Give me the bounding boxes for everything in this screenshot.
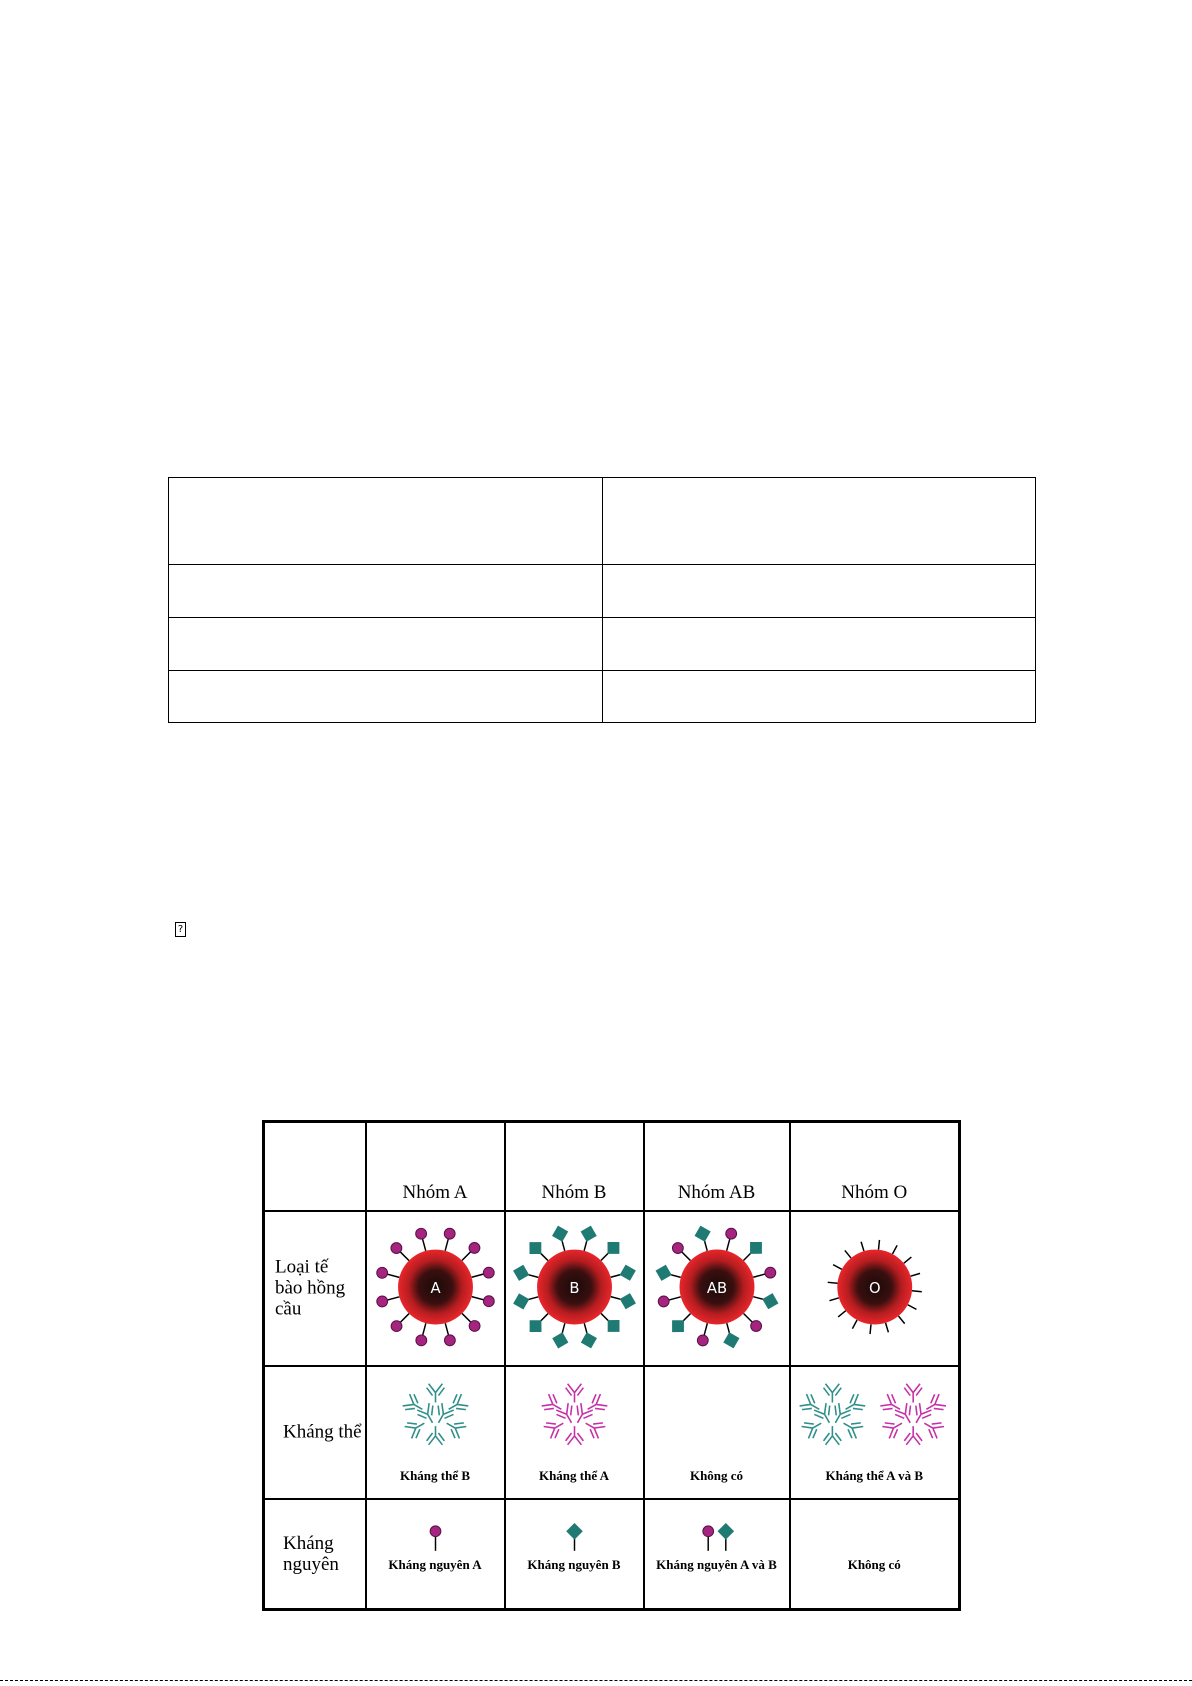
antigen-a-marker [415, 1228, 426, 1239]
row-header [264, 1499, 366, 1610]
antibody-y-icon [800, 1415, 825, 1440]
rbc-b-icon [506, 1212, 643, 1365]
antigen-b-marker [672, 1320, 684, 1332]
antigen-a-marker [390, 1242, 401, 1253]
antigen-b-marker [655, 1264, 671, 1280]
antibody-y-icon [908, 1402, 933, 1427]
column-header [366, 1122, 505, 1211]
antibody-y-icon [893, 1402, 918, 1427]
column-header-label: Nhóm B [541, 1181, 607, 1203]
antigen-cell [644, 1499, 790, 1610]
antibody-y-icon [879, 1392, 904, 1417]
antigen-b-marker [619, 1293, 635, 1309]
antibody-cell [366, 1366, 505, 1499]
empty-table [168, 477, 1036, 723]
cell-letter: B [568, 1279, 580, 1297]
antigen-stem [885, 1322, 888, 1331]
antibody-y-icon [403, 1415, 428, 1440]
antigen-b-marker [723, 1332, 739, 1348]
antigen-stem [829, 1297, 838, 1300]
antibody-y-icon [798, 1392, 823, 1417]
antibody-cell [505, 1366, 644, 1499]
antigen-a-marker [697, 1334, 708, 1345]
table-cell [602, 564, 1036, 617]
row-header [264, 1211, 366, 1366]
antigen-a-and-b-icon [645, 1500, 789, 1609]
antigen-a-marker [483, 1295, 494, 1306]
column-header-label: Nhóm O [841, 1181, 908, 1203]
antigen-b-marker [607, 1320, 619, 1332]
corner-cell [264, 1122, 366, 1211]
antibody-y-icon [415, 1402, 440, 1427]
antigen-stem [910, 1273, 919, 1276]
antibody-y-icon [921, 1392, 946, 1417]
antigen-stem [827, 1282, 837, 1283]
antibody-y-icon [569, 1402, 594, 1427]
antibody-y-icon [827, 1402, 852, 1427]
row-header-label: Loại tế bào hồng cầu [275, 1256, 346, 1320]
antibody-y-icon [430, 1402, 455, 1427]
antibody-y-icon [426, 1383, 444, 1402]
cell-letter: O [868, 1279, 881, 1297]
table-cell [169, 478, 603, 565]
antibody-y-icon [542, 1415, 567, 1440]
antigen-b-icon [506, 1500, 643, 1609]
antigen-a-marker [391, 1320, 402, 1331]
antigen-b-marker [750, 1241, 762, 1253]
table-cell [602, 618, 1036, 670]
row-header-label: Kháng thể [283, 1421, 362, 1443]
antigen-caption: Không có [847, 1556, 901, 1572]
rbc-cell [644, 1211, 790, 1366]
antigen-a-marker [672, 1242, 683, 1253]
antigen-a-marker [469, 1242, 480, 1253]
antibody-caption: Không có [689, 1467, 744, 1483]
antigen-b-marker [580, 1225, 596, 1241]
missing-glyph-icon: ? [175, 922, 186, 937]
antigen-b-marker [607, 1241, 619, 1253]
column-header [644, 1122, 790, 1211]
antibody-y-icon [565, 1426, 583, 1445]
table-cell [169, 564, 603, 617]
cell-letter: A [429, 1279, 441, 1297]
column-header-label: Nhóm A [402, 1181, 468, 1203]
antibody-y-icon [554, 1402, 579, 1427]
antigen-b-marker [566, 1522, 583, 1539]
antibody-y-icon [841, 1392, 866, 1417]
antigen-a-marker [750, 1320, 761, 1331]
cell-letter: AB [706, 1279, 727, 1297]
antibody-y-icon [442, 1415, 467, 1440]
antigen-stem [898, 1316, 904, 1324]
antigen-b-marker [619, 1264, 635, 1280]
rbc-cell [366, 1211, 505, 1366]
antigen-b-marker [552, 1332, 568, 1348]
antibody-y-icon [904, 1426, 922, 1445]
antibody-y-icon [444, 1392, 469, 1417]
antigen-stem [903, 1257, 911, 1263]
antigen-b-marker [552, 1225, 568, 1241]
antigen-a-marker [764, 1267, 775, 1278]
row-header-label: Kháng nguyên [283, 1532, 339, 1575]
antigen-a-marker [415, 1334, 426, 1345]
table-cell [602, 478, 1036, 565]
table-cell [169, 618, 603, 670]
rbc-a-icon [367, 1212, 504, 1365]
antigen-stem [878, 1239, 879, 1249]
antibody-caption: Kháng thể A [538, 1467, 610, 1483]
antigen-a-marker [444, 1334, 455, 1345]
antibody-y-icon [823, 1426, 841, 1445]
antibody-caption: Kháng thể A và B [825, 1467, 924, 1483]
antigen-b-marker [580, 1332, 596, 1348]
antigen-stem [907, 1304, 916, 1309]
table-cell [602, 670, 1036, 722]
antigen-a-marker [725, 1228, 736, 1239]
antigen-caption: Kháng nguyên A và B [656, 1556, 777, 1572]
antibody-y-icon [565, 1383, 583, 1402]
antigen-b-marker [529, 1242, 541, 1254]
antibody-y-icon [426, 1426, 444, 1445]
page-bottom-rule [0, 1680, 1192, 1686]
antigen-b-marker [513, 1293, 529, 1309]
antigen-a-marker [658, 1295, 669, 1306]
antigen-a-marker [376, 1295, 387, 1306]
antigen-a-marker [430, 1525, 441, 1536]
antigen-b-marker [513, 1264, 529, 1280]
antibody-y-icon [919, 1415, 944, 1440]
antigen-a-marker [469, 1320, 480, 1331]
antibody-y-icon [401, 1392, 426, 1417]
rbc-cell [505, 1211, 644, 1366]
antigen-b-marker [529, 1320, 541, 1332]
column-header [790, 1122, 960, 1211]
antibody-y-icon [904, 1383, 922, 1402]
row-header [264, 1366, 366, 1499]
antibody-y-icon [839, 1415, 864, 1440]
antigen-stem [844, 1250, 850, 1258]
antigen-caption: Kháng nguyên B [527, 1556, 621, 1572]
antigen-stem [833, 1264, 842, 1269]
antigen-cell [505, 1499, 644, 1610]
antigen-a-marker [483, 1267, 494, 1278]
antigen-cell [790, 1499, 960, 1610]
antibody-y-icon [583, 1392, 608, 1417]
antibody-y-icon [881, 1415, 906, 1440]
antigen-b-marker [762, 1293, 778, 1309]
antibody-y-icon [581, 1415, 606, 1440]
column-header [505, 1122, 644, 1211]
antibody-y-icon [540, 1392, 565, 1417]
antibody-y-icon [823, 1383, 841, 1402]
antibody-cell [644, 1366, 790, 1499]
antigen-stem [861, 1241, 864, 1250]
rbc-o-icon [791, 1212, 959, 1365]
blood-group-table [262, 1120, 961, 1611]
antigen-cell [366, 1499, 505, 1610]
antigen-a-icon [367, 1500, 504, 1609]
antigen-stem [892, 1245, 897, 1254]
antibody-cell [790, 1366, 960, 1499]
antigen-a-marker [702, 1525, 713, 1536]
antigen-b-marker [694, 1225, 710, 1241]
rbc-ab-icon [645, 1212, 789, 1365]
table-cell [169, 670, 603, 722]
antigen-stem [912, 1290, 922, 1291]
antigen-a-marker [376, 1267, 387, 1278]
blood-group-figure [262, 1120, 958, 1608]
antigen-stem [870, 1324, 871, 1334]
column-header-label: Nhóm AB [677, 1181, 756, 1203]
antibody-y-icon [812, 1402, 837, 1427]
antigen-caption: Kháng nguyên A [388, 1556, 482, 1572]
antigen-stem [852, 1320, 857, 1329]
antigen-b-marker [717, 1522, 734, 1539]
rbc-cell [790, 1211, 960, 1366]
antibody-caption: Kháng thể B [399, 1467, 471, 1483]
antigen-a-marker [444, 1228, 455, 1239]
antigen-stem [838, 1310, 846, 1316]
